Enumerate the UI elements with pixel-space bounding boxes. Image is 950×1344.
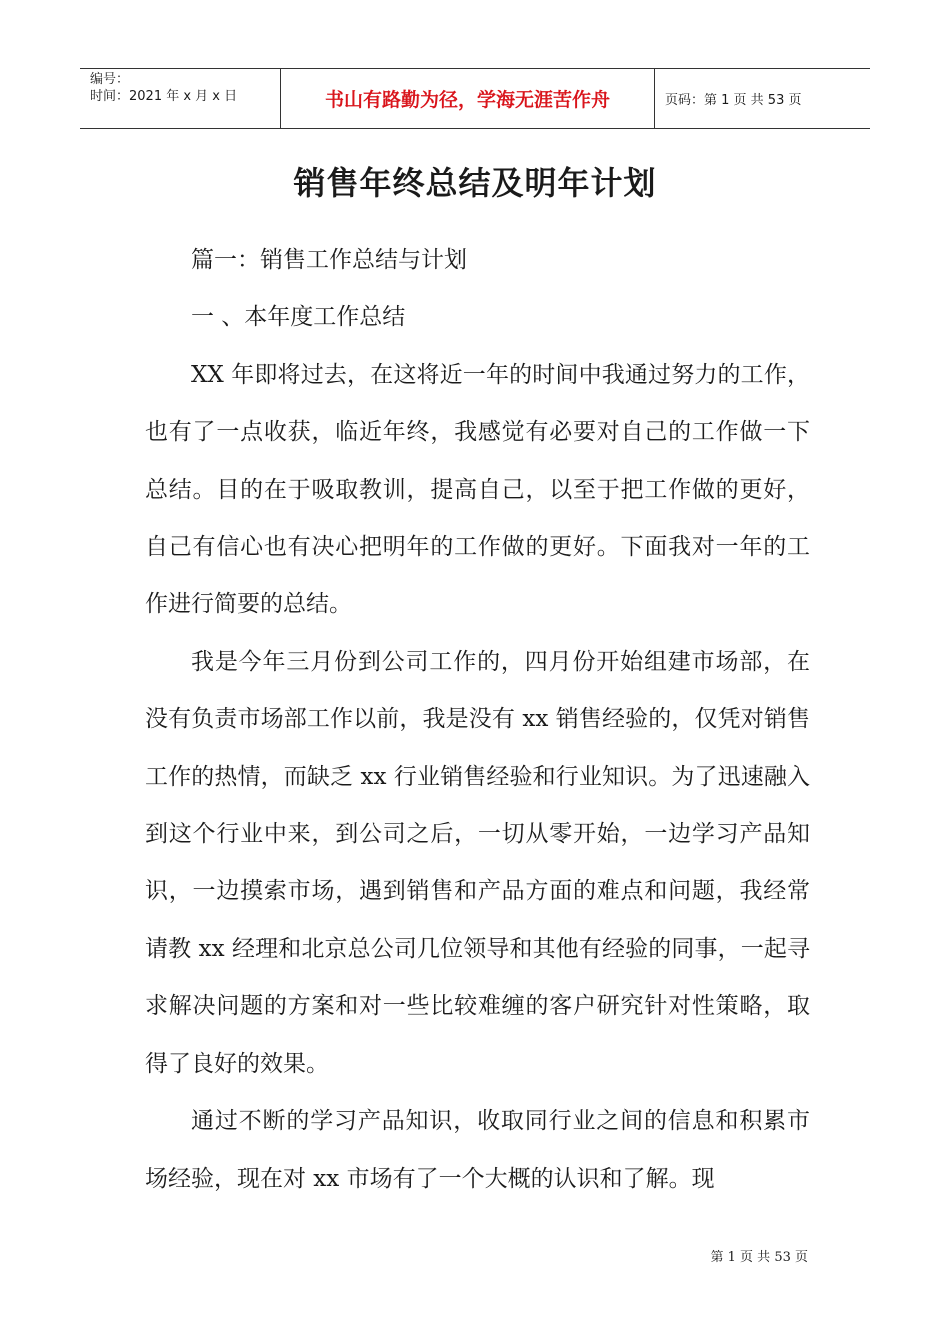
time-label: 时间：2021 年 x 月 x 日 <box>90 89 238 104</box>
body-paragraph: 通过不断的学习产品知识，收取同行业之间的信息和积累市场经验，现在对 xx 市场有了一个大概的认识和了解。现 <box>145 1108 810 1192</box>
header-meta <box>80 69 281 128</box>
body-paragraph: XX 年即将过去，在这将近一年的时间中我通过努力的工作，也有了一点收获，临近年终，我感觉有必要对自己的工作做一下总结。目的在于吸取教训，提高自己，以至于把工作做的更好，自己有信心也有决心把明年的工作做的更好。下面我对一年的工作进行简要的总结。 <box>145 361 810 618</box>
header-motto: 书山有路勤为径，学海无涯苦作舟 <box>281 69 655 128</box>
subsection-heading: 一 、本年度工作总结 <box>191 304 406 331</box>
body-paragraph: 我是今年三月份到公司工作的，四月份开始组建市场部，在没有负责市场部工作以前，我是没有 xx 销售经验的，仅凭对销售工作的热情，而缺乏 xx 行业销售经验和行业知识。为了迅速融入到这个行业中来，到公司之后，一切从零开始，一边学习产品知识，一边摸索市场，遇到销售和产品方面的难点和问题，我经常请教 xx 经理和北京总公司几位领导和其他有经验的同事，一起寻求解决问题的方案和对一些比较难缠的客户研究针对性策略，取得了良好的效果。 <box>145 648 810 1077</box>
header-page-code: 页码：第 1 页 共 53 页 <box>665 93 802 108</box>
page-title: 销售年终总结及明年计划 <box>293 164 657 202</box>
document-header <box>80 68 870 129</box>
page-footer: 第 1 页 共 53 页 <box>710 1250 808 1265</box>
section-heading: 篇一：销售工作总结与计划 <box>191 247 467 273</box>
document-body <box>145 232 810 1208</box>
number-label: 编号： <box>90 72 130 87</box>
